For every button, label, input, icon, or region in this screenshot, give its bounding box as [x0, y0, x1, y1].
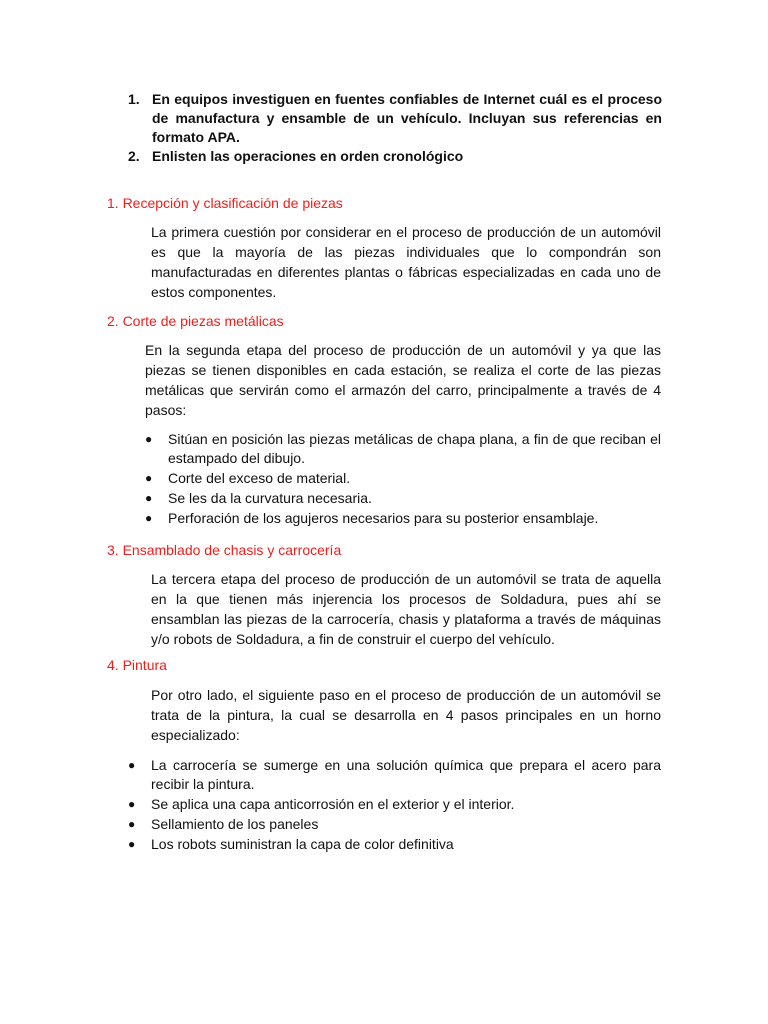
section-paragraph: En la segunda etapa del proceso de producción de un automóvil y ya que las piezas se tienen disponibles en cada estación, se realiza el corte de las piezas metálicas que servirán como el armazón del carro, principalmente a través de 4 pasos:	[145, 342, 661, 418]
bullet-text: Los robots suministran la capa de color definitiva	[151, 836, 454, 852]
bullet-icon: ●	[145, 491, 153, 505]
bullet-text: La carrocería se sumerge en una solución química que prepara el acero para recibir la pintura.	[151, 757, 661, 792]
section-heading: 1. Recepción y clasificación de piezas	[107, 195, 343, 211]
bullet-list	[128, 756, 661, 855]
section-paragraph: La primera cuestión por considerar en el proceso de producción de un automóvil es que la mayoría de las piezas individuales que lo compondrán son manufacturadas en diferentes plantas o fábricas especializadas en cada uno de estos componentes.	[151, 224, 661, 300]
task-item	[128, 147, 662, 166]
bullet-item	[145, 469, 661, 488]
bullet-item	[128, 815, 661, 834]
section-paragraph: Por otro lado, el siguiente paso en el proceso de producción de un automóvil se trata de la pintura, la cual se desarrolla en 4 pasos principales en un horno especializado:	[151, 687, 661, 743]
section-heading: 3. Ensamblado de chasis y carrocería	[107, 542, 342, 558]
bullet-text: Perforación de los agujeros necesarios para su posterior ensamblaje.	[168, 510, 599, 526]
task-number: 2.	[128, 148, 140, 164]
bullet-item	[145, 509, 661, 528]
section-heading: 4. Pintura	[107, 657, 167, 673]
bullet-item	[128, 795, 661, 814]
bullet-item	[145, 489, 661, 508]
bullet-text: Corte del exceso de material.	[168, 470, 351, 486]
bullet-text: Sellamiento de los paneles	[151, 816, 319, 832]
bullet-item	[145, 430, 661, 468]
bullet-text: Se aplica una capa anticorrosión en el exterior y el interior.	[151, 796, 515, 812]
bullet-text: Se les da la curvatura necesaria.	[168, 490, 372, 506]
bullet-icon: ●	[128, 797, 136, 811]
bullet-item	[128, 835, 661, 854]
assignment-task-list	[128, 90, 662, 166]
bullet-icon: ●	[145, 511, 153, 525]
bullet-icon: ●	[128, 817, 136, 831]
bullet-icon: ●	[128, 758, 136, 772]
task-text: En equipos investiguen en fuentes confiables de Internet cuál es el proceso de manufactura y ensamble de un vehículo. Incluyan sus referencias en formato APA.	[152, 91, 662, 145]
bullet-icon: ●	[128, 837, 136, 851]
bullet-icon: ●	[145, 432, 153, 446]
bullet-text: Sitúan en posición las piezas metálicas de chapa plana, a fin de que reciban el estampado del dibujo.	[168, 431, 661, 466]
section-paragraph: La tercera etapa del proceso de producción de un automóvil se trata de aquella en la que tienen más injerencia los procesos de Soldadura, pues ahí se ensamblan las piezas de la carrocería, chasis y plataforma a través de máquinas y/o robots de Soldadura, a fin de construir el cuerpo del vehículo.	[151, 571, 661, 647]
task-text: Enlisten las operaciones en orden cronológico	[152, 148, 464, 164]
bullet-icon: ●	[145, 471, 153, 485]
section-heading: 2. Corte de piezas metálicas	[107, 313, 284, 329]
bullet-item	[128, 756, 661, 794]
task-item	[128, 90, 662, 147]
task-number: 1.	[128, 91, 140, 107]
bullet-list	[145, 430, 661, 529]
